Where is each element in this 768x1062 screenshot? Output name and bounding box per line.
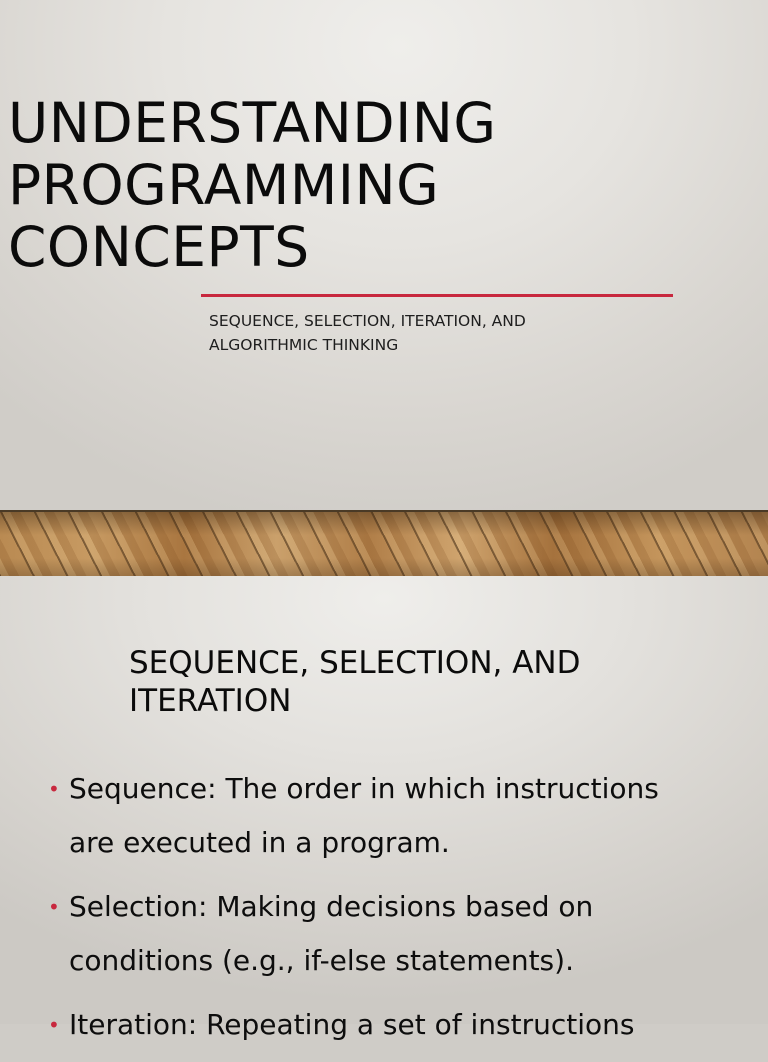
content-slide-title-line: SEQUENCE, SELECTION, AND (129, 645, 581, 681)
bullet-icon: • (48, 895, 60, 919)
bullet-item (48, 762, 748, 870)
bullet-icon: • (48, 1013, 60, 1037)
bullet-text-line: Selection: Making decisions based on (69, 890, 594, 923)
bullet-icon: • (48, 777, 60, 801)
bullet-item (48, 998, 748, 1052)
bullet-item (48, 880, 748, 988)
bullet-list (48, 762, 748, 1062)
slide-subtitle-line: SEQUENCE, SELECTION, ITERATION, AND (209, 312, 526, 330)
content-slide-title (129, 644, 729, 720)
bullet-text-line: Sequence: The order in which instructions (69, 772, 659, 805)
content-slide (0, 576, 768, 1041)
slide-title-line: PROGRAMMING (8, 153, 440, 217)
bullet-text (69, 880, 748, 988)
bullet-text-line: Iteration: Repeating a set of instructions (69, 1008, 635, 1041)
content-slide-title-line: ITERATION (129, 683, 292, 719)
slide-title-line: UNDERSTANDING (8, 91, 497, 155)
bullet-text-line: conditions (e.g., if-else statements). (69, 944, 574, 977)
slide-title (8, 92, 748, 278)
slide-title-line: CONCEPTS (8, 215, 310, 279)
bullet-text (69, 998, 748, 1052)
bullet-text (69, 762, 748, 870)
wood-floor-decoration (0, 510, 768, 578)
accent-divider (201, 294, 673, 297)
slide-subtitle (209, 309, 679, 357)
slide-subtitle-line: ALGORITHMIC THINKING (209, 336, 399, 354)
bullet-text-line: are executed in a program. (69, 826, 450, 859)
